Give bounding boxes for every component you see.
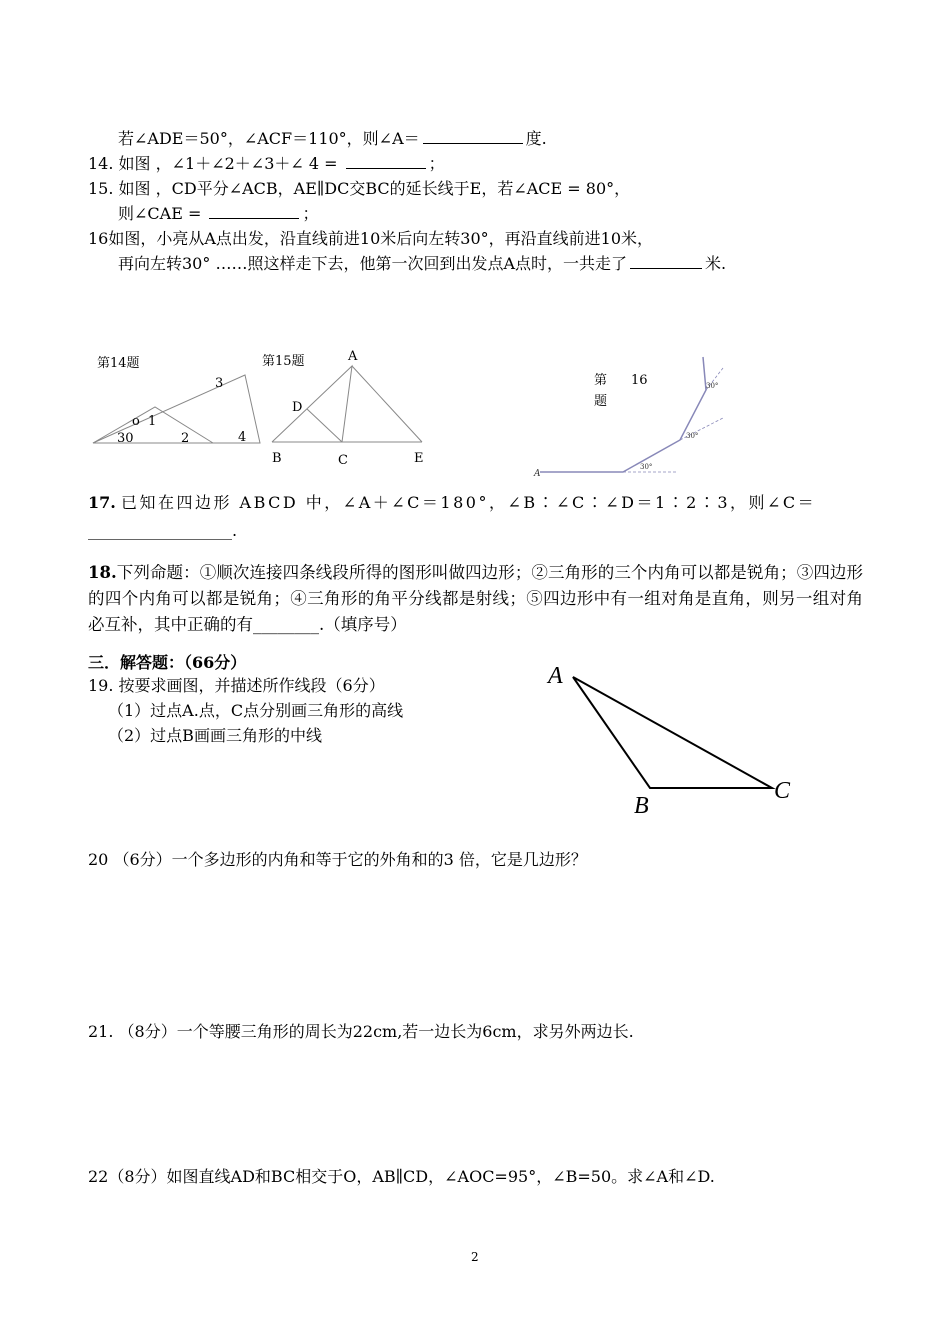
q19-item1: （1）过点A.点，C点分别画三角形的高线 (108, 701, 404, 720)
q13-line (118, 128, 547, 150)
figure-14 (85, 345, 265, 450)
q18-number: 18. (88, 563, 117, 582)
q21-text: 21. （8分）一个等腰三角形的周长为22cm,若一边长为6cm，求另外两边长. (88, 1022, 634, 1041)
fig15-label-D: D (292, 400, 303, 415)
q20-text: 20 （6分）一个多边形的内角和等于它的外角和的3 倍，它是几边形？ (88, 850, 587, 869)
page-number: 2 (471, 1250, 479, 1264)
q13-blank[interactable] (423, 128, 523, 144)
q15-suffix: ； (302, 204, 319, 223)
fig15-line-dc (307, 409, 342, 442)
fig15-line-ae (352, 366, 422, 442)
fig16-angle-3: 30° (706, 382, 719, 390)
fig14-label-1: 1 (148, 414, 157, 429)
q22-text: 22（8分）如图直线AD和BC相交于O，AB∥CD，∠AOC=95°，∠B=50。求∠A和∠D. (88, 1167, 715, 1186)
fig16-label-A: A (534, 469, 541, 479)
fig16-caption-b: 16 (631, 373, 648, 388)
q15-blank[interactable] (209, 203, 299, 219)
q14-line (88, 153, 445, 175)
fig19-label-B: B (634, 793, 649, 819)
q17-number: 17. (88, 493, 116, 512)
fig15-label-C: C (338, 453, 348, 468)
figure-16 (528, 352, 748, 482)
fig15-triangle-abc (272, 366, 352, 442)
section3-title: 三．解答题：（66分） (88, 653, 247, 672)
q15-text2: 则∠CAE = (118, 204, 207, 223)
q19-item2: （2）过点B画画三角形的中线 (108, 726, 322, 745)
figure-19 (540, 655, 810, 825)
fig15-label-E: E (414, 451, 424, 466)
q19-title: 19. 按要求画图，并描述所作线段（6分） (88, 676, 385, 695)
fig16-angle-1: 30° (640, 463, 653, 471)
fig16-caption-a: 第 (594, 373, 608, 388)
q16-line2 (118, 253, 726, 275)
q17-text: 已知在四边形 ABCD 中，∠A＋∠C＝180°，∠B∶∠C∶∠D＝1∶2∶3，则∠C＝ (120, 493, 817, 512)
q16-blank[interactable] (630, 253, 702, 269)
q15-line1: 15. 如图 ，CD平分∠ACB，AE∥DC交BC的延长线于E，若∠ACE = 80°， (88, 179, 631, 198)
fig14-label-30: 30 (117, 431, 134, 446)
q16-suffix: 米. (705, 254, 727, 273)
fig15-label-A: A (348, 349, 358, 364)
figure-15 (258, 345, 433, 470)
fig16-path (540, 357, 706, 472)
q13-text: 若∠ADE＝50°，∠ACF＝110°，则∠A＝ (118, 129, 420, 148)
q14-text: 14. 如图 ，∠1＋∠2＋∠3＋∠ 4 = (88, 154, 343, 173)
fig16-angle-2: 30° (686, 432, 699, 440)
q16-line1: 16如图，小亮从A点出发，沿直线前进10米后向左转30°，再沿直线前进10米， (88, 229, 653, 248)
q18-text: 下列命题：①顺次连接四条线段所得的图形叫做四边形；②三角形的三个内角可以都是锐角；③四边形的四个内角可以都是锐角；④三角形的角平分线都是射线；⑤四边形中有一组对角是直角，则另一组对角必互补，其中正确的有________.（填序号） (88, 563, 863, 634)
q14-suffix: ； (428, 154, 445, 173)
fig14-caption: 第14题 (97, 356, 140, 371)
fig15-label-B: B (272, 451, 282, 466)
q13-suffix: 度. (525, 129, 547, 148)
fig19-triangle (573, 677, 772, 788)
q17-line2: __________________. (88, 521, 238, 540)
fig14-label-dot: o (132, 414, 140, 429)
q16-text2: 再向左转30° ……照这样走下去，他第一次回到出发点A点时，一共走了 (118, 254, 628, 273)
fig14-label-2: 2 (181, 431, 190, 446)
fig16-caption-c: 题 (594, 394, 608, 409)
fig14-label-3: 3 (215, 376, 224, 391)
q15-line2 (118, 203, 318, 225)
q18-paragraph (88, 560, 863, 638)
fig19-label-C: C (774, 778, 791, 804)
fig19-label-A: A (548, 663, 563, 689)
fig15-caption: 第15题 (262, 354, 305, 369)
fig14-label-4: 4 (238, 430, 247, 445)
q14-blank[interactable] (346, 153, 426, 169)
q17-line1 (88, 492, 863, 514)
